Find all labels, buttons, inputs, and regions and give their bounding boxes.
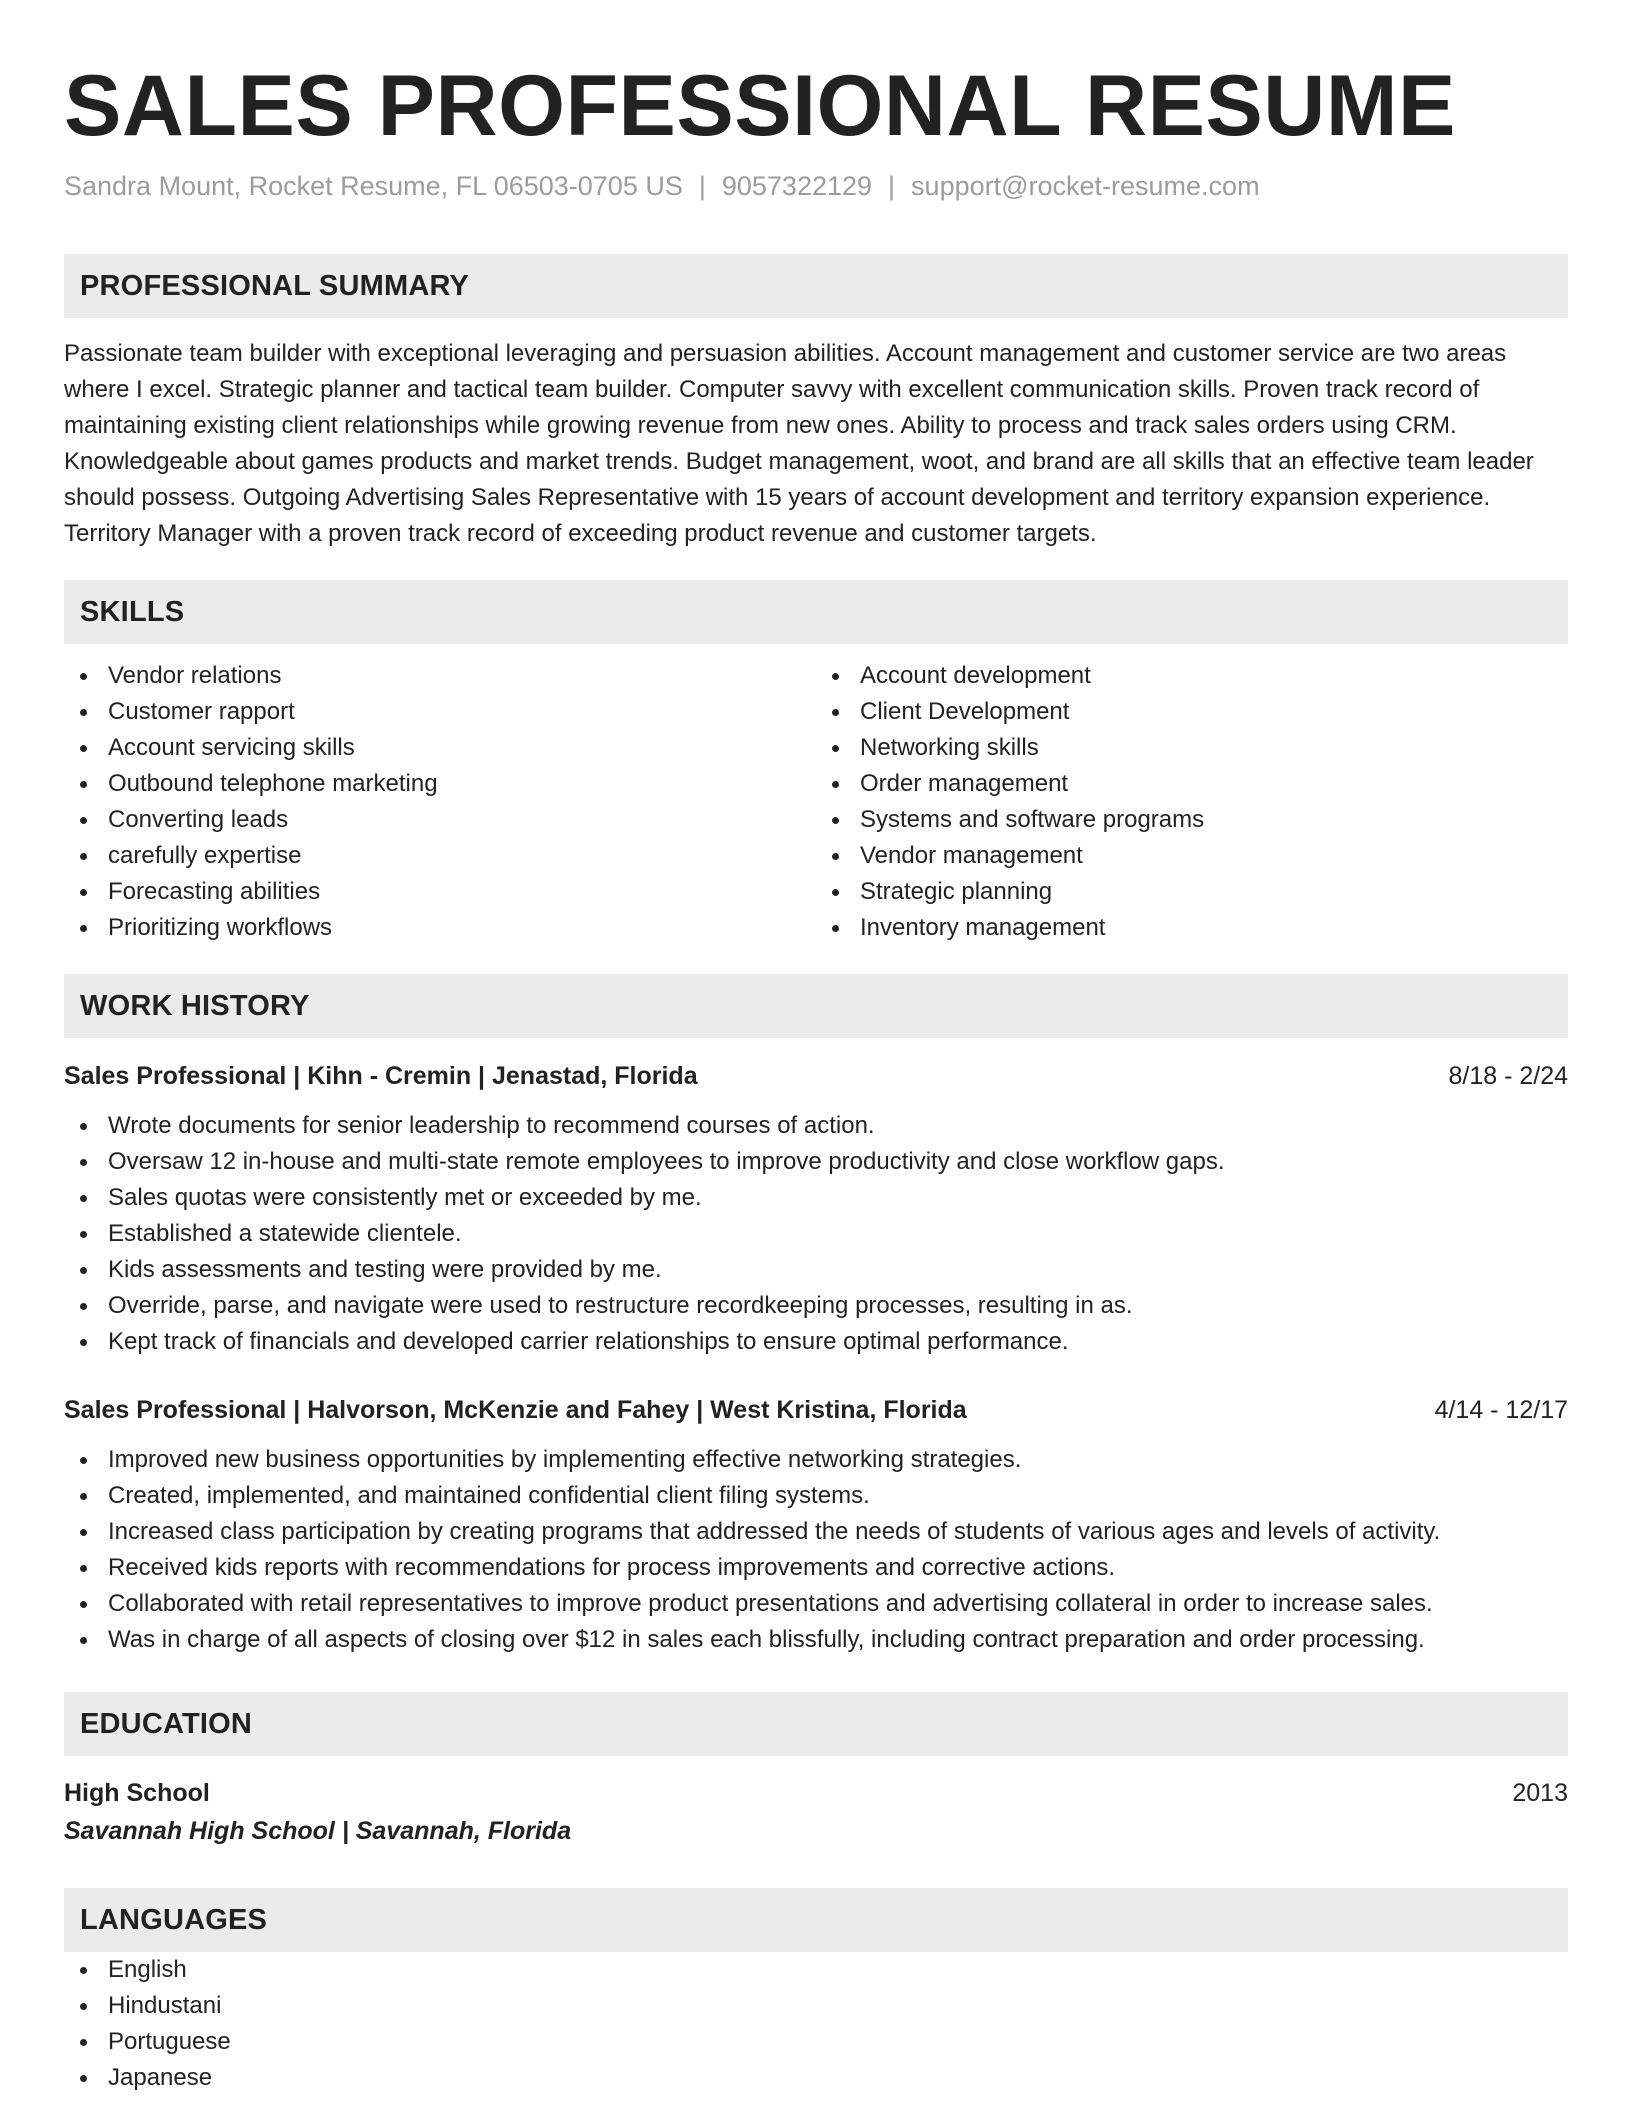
job-bullet: Was in charge of all aspects of closing over $12 in sales each blissfully, including contract preparation and order processing. — [64, 1622, 1568, 1658]
job-header — [64, 1058, 1568, 1094]
job-title: Sales Professional | Halvorson, McKenzie and Fahey | West Kristina, Florida — [64, 1396, 967, 1424]
section-header-work-history: WORK HISTORY — [64, 974, 1568, 1038]
job-dates: 4/14 - 12/17 — [1434, 1396, 1568, 1424]
job-bullet: Established a statewide clientele. — [64, 1216, 1568, 1252]
contact-phone: 9057322129 — [721, 171, 873, 201]
job-bullet: Collaborated with retail representatives to improve product presentations and advertising collateral in order to increase sales. — [64, 1586, 1568, 1622]
skill-item: Converting leads — [64, 802, 816, 838]
education-header — [64, 1774, 1568, 1812]
skill-item: carefully expertise — [64, 838, 816, 874]
education-entry — [64, 1774, 1568, 1850]
skill-item: Vendor management — [816, 838, 1568, 874]
education-degree: High School — [64, 1779, 210, 1807]
job-bullet: Sales quotas were consistently met or exceeded by me. — [64, 1180, 1568, 1216]
job-bullet: Kept track of financials and developed carrier relationships to ensure optimal performance. — [64, 1324, 1568, 1360]
summary-text: Passionate team builder with exceptional leveraging and persuasion abilities. Account management and customer service are two areas where I excel. Strategic planner and tactical team builder. Computer savvy with excellent communication skills. Proven track record of maintaining existing client relationships while growing revenue from new ones. Ability to process and track sales orders using CRM. Knowledgeable about games products and market trends. Budget management, woot, and brand are all skills that an effective team leader should possess. Outgoing Advertising Sales Representative with 15 years of account development and territory expansion experience. Territory Manager with a proven track record of exceeding product revenue and customer targets. — [64, 340, 1534, 547]
skill-item: Customer rapport — [64, 694, 816, 730]
language-item: Japanese — [64, 2060, 1568, 2096]
skills-column-left — [64, 658, 816, 946]
section-header-skills: SKILLS — [64, 580, 1568, 644]
skill-item: Strategic planning — [816, 874, 1568, 910]
skill-item: Account development — [816, 658, 1568, 694]
job-title: Sales Professional | Kihn - Cremin | Jenastad, Florida — [64, 1062, 698, 1090]
skill-item: Order management — [816, 766, 1568, 802]
skills-column-right — [816, 658, 1568, 946]
job-bullet: Improved new business opportunities by implementing effective networking strategies. — [64, 1442, 1568, 1478]
resume-title: SALES PROFESSIONAL RESUME — [64, 58, 1456, 154]
contact-email: support@rocket-resume.com — [911, 171, 1260, 201]
skills-grid — [64, 658, 1568, 946]
skill-item: Systems and software programs — [816, 802, 1568, 838]
section-header-education: EDUCATION — [64, 1692, 1568, 1756]
education-school: Savannah High School | Savannah, Florida — [64, 1817, 572, 1845]
job-bullet: Increased class participation by creating programs that addressed the needs of students of various ages and levels of activity. — [64, 1514, 1568, 1550]
job-bullet: Wrote documents for senior leadership to recommend courses of action. — [64, 1108, 1568, 1144]
skill-item: Client Development — [816, 694, 1568, 730]
section-header-summary: PROFESSIONAL SUMMARY — [64, 254, 1568, 318]
job-bullet: Oversaw 12 in-house and multi-state remote employees to improve productivity and close workflow gaps. — [64, 1144, 1568, 1180]
job-bullet: Kids assessments and testing were provided by me. — [64, 1252, 1568, 1288]
skill-item: Account servicing skills — [64, 730, 816, 766]
languages-list — [64, 1952, 1568, 2096]
job-bullet: Override, parse, and navigate were used to restructure recordkeeping processes, resulting in as. — [64, 1288, 1568, 1324]
language-item: Hindustani — [64, 1988, 1568, 2024]
language-item: English — [64, 1952, 1568, 1988]
contact-address: Sandra Mount, Rocket Resume, FL 06503-0705 US — [64, 171, 683, 201]
skill-item: Forecasting abilities — [64, 874, 816, 910]
education-year: 2013 — [1512, 1779, 1568, 1807]
job-entry — [64, 1058, 1568, 1360]
skill-item: Vendor relations — [64, 658, 816, 694]
section-header-languages: LANGUAGES — [64, 1888, 1568, 1952]
job-bullets — [64, 1108, 1568, 1360]
skill-item: Inventory management — [816, 910, 1568, 946]
job-bullet: Created, implemented, and maintained confidential client filing systems. — [64, 1478, 1568, 1514]
contact-separator: | — [698, 171, 706, 201]
job-dates: 8/18 - 2/24 — [1448, 1062, 1568, 1090]
contact-separator: | — [888, 171, 896, 201]
job-header — [64, 1392, 1568, 1428]
skill-item: Prioritizing workflows — [64, 910, 816, 946]
skill-item: Networking skills — [816, 730, 1568, 766]
contact-line — [64, 168, 1568, 204]
language-item: Portuguese — [64, 2024, 1568, 2060]
job-bullet: Received kids reports with recommendations for process improvements and corrective actions. — [64, 1550, 1568, 1586]
skill-item: Outbound telephone marketing — [64, 766, 816, 802]
job-entry — [64, 1392, 1568, 1658]
job-bullets — [64, 1442, 1568, 1658]
